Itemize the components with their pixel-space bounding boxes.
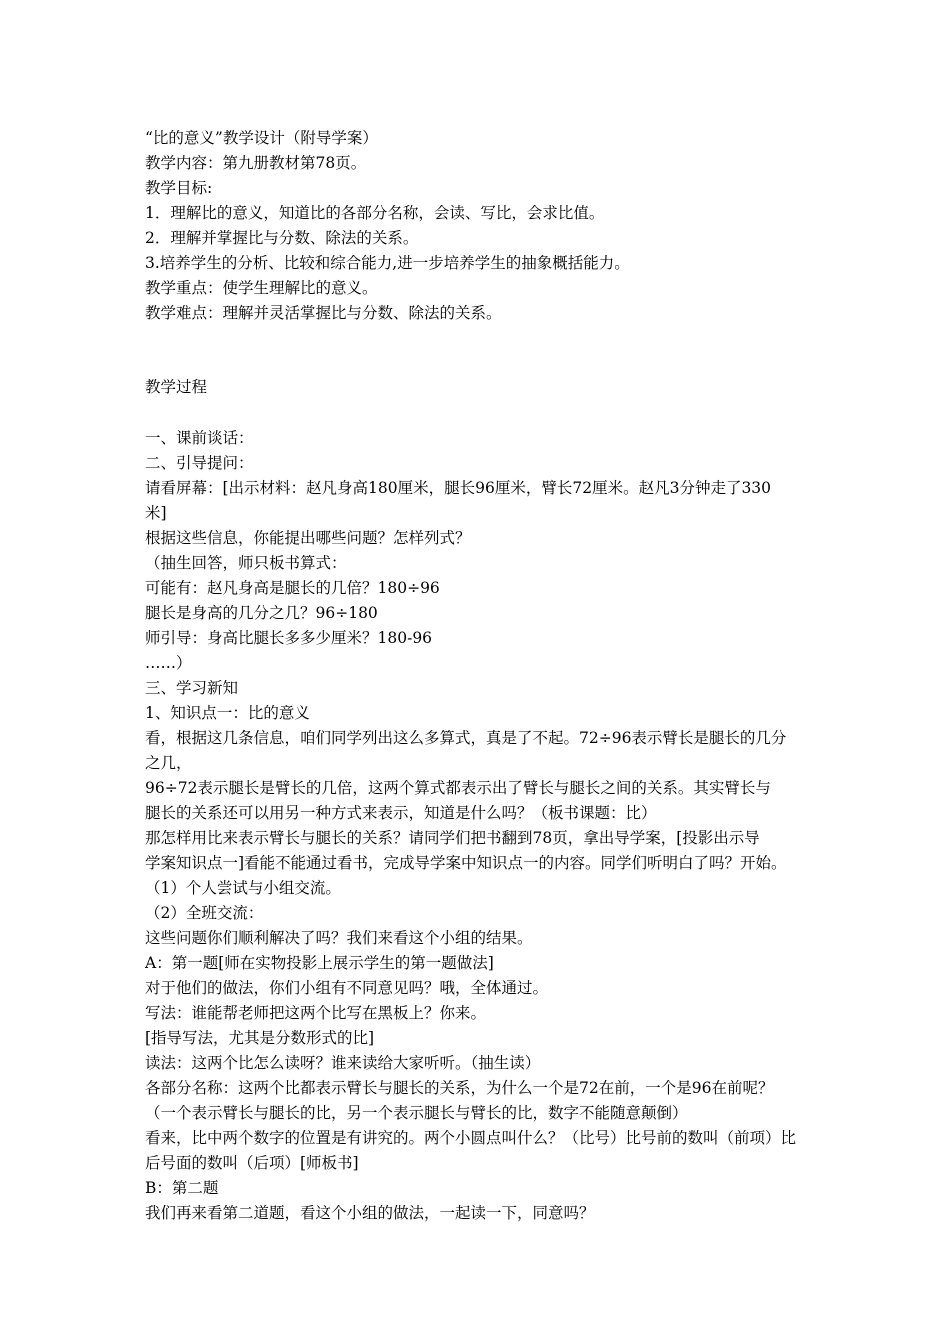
text-line: 学案知识点一]看能不能通过看书，完成导学案中知识点一的内容。同学们听明白了吗？开始。 [145,854,787,872]
text-line: 读法：这两个比怎么读呀？谁来读给大家听听。（抽生读） [145,1054,541,1072]
text-line: 那怎样用比来表示臂长与腿长的关系？请同学们把书翻到78页，拿出导学案，[投影出示导 [145,829,760,847]
text-line: 师引导：身高比腿长多多少厘米？180-96 [145,629,433,647]
text-line: 这些问题你们顺利解决了吗？我们来看这个小组的结果。 [145,929,533,947]
document-title: “比的意义”教学设计（附导学案） [145,129,378,147]
text-line: 请看屏幕：[出示材料：赵凡身高180厘米，腿长96厘米，臂长72厘米。赵凡3分钟走了330 [145,479,772,497]
section-heading: 教学过程 [145,378,208,396]
text-line: 看来，比中两个数字的位置是有讲究的。两个小圆点叫什么？（比号）比号前的数叫（前项）比 [145,1129,797,1147]
text-line: （抽生回答，师只板书算式： [145,554,347,572]
text-line: 各部分名称：这两个比都表示臂长与腿长的关系，为什么一个是72在前，一个是96在前呢？ [145,1079,774,1097]
text-line: 看，根据这几条信息，咱们同学列出这么多算式，真是了不起。72÷96表示臂长是腿长的几分 [145,729,787,747]
text-line: 96÷72表示腿长是臂长的几倍，这两个算式都表示出了臂长与腿长之间的关系。其实臂长与 [145,779,771,797]
text-line: ……） [145,654,192,672]
text-line: [指导写法，尤其是分数形式的比] [145,1029,375,1047]
text-line: 1、知识点一：比的意义 [145,704,310,722]
text-line: 教学难点：理解并灵活掌握比与分数、除法的关系。 [145,304,502,322]
text-line: 米] [145,504,167,522]
text-line: （1）个人尝试与小组交流。 [145,879,341,897]
text-line: 教学内容：第九册教材第78页。 [145,154,367,172]
text-line: 可能有：赵凡身高是腿长的几倍？180÷96 [145,579,440,597]
text-line: 3.培养学生的分析、比较和综合能力,进一步培养学生的抽象概括能力。 [145,254,630,272]
text-line: （2）全班交流： [145,904,264,922]
text-line: 腿长的关系还可以用另一种方式来表示，知道是什么吗？（板书课题：比） [145,804,657,822]
text-line: B：第二题 [145,1179,219,1197]
text-line: 2．理解并掌握比与分数、除法的关系。 [145,229,419,247]
text-line: 1．理解比的意义，知道比的各部分名称，会读、写比，会求比值。 [145,204,605,222]
text-line: 教学目标: [145,179,213,197]
text-line: 一、课前谈话： [145,429,254,447]
text-line: 后号面的数叫（后项）[师板书] [145,1154,359,1172]
text-line: 根据这些信息，你能提出哪些问题？怎样列式？ [145,529,471,547]
text-line: 腿长是身高的几分之几？96÷180 [145,604,378,622]
text-line: A：第一题[师在实物投影上展示学生的第一题做法] [145,954,494,972]
text-line: 之几， [145,754,192,772]
text-line: （一个表示臂长与腿长的比，另一个表示腿长与臂长的比，数字不能随意颠倒） [145,1104,688,1122]
text-line: 教学重点：使学生理解比的意义。 [145,279,378,297]
text-line: 写法：谁能帮老师把这两个比写在黑板上？你来。 [145,1004,487,1022]
text-line: 对于他们的做法，你们小组有不同意见吗？哦，全体通过。 [145,979,549,997]
text-line: 我们再来看第二道题，看这个小组的做法，一起读一下，同意吗？ [145,1204,595,1222]
text-line: 三、学习新知 [145,679,239,697]
text-line: 二、引导提问： [145,454,254,472]
